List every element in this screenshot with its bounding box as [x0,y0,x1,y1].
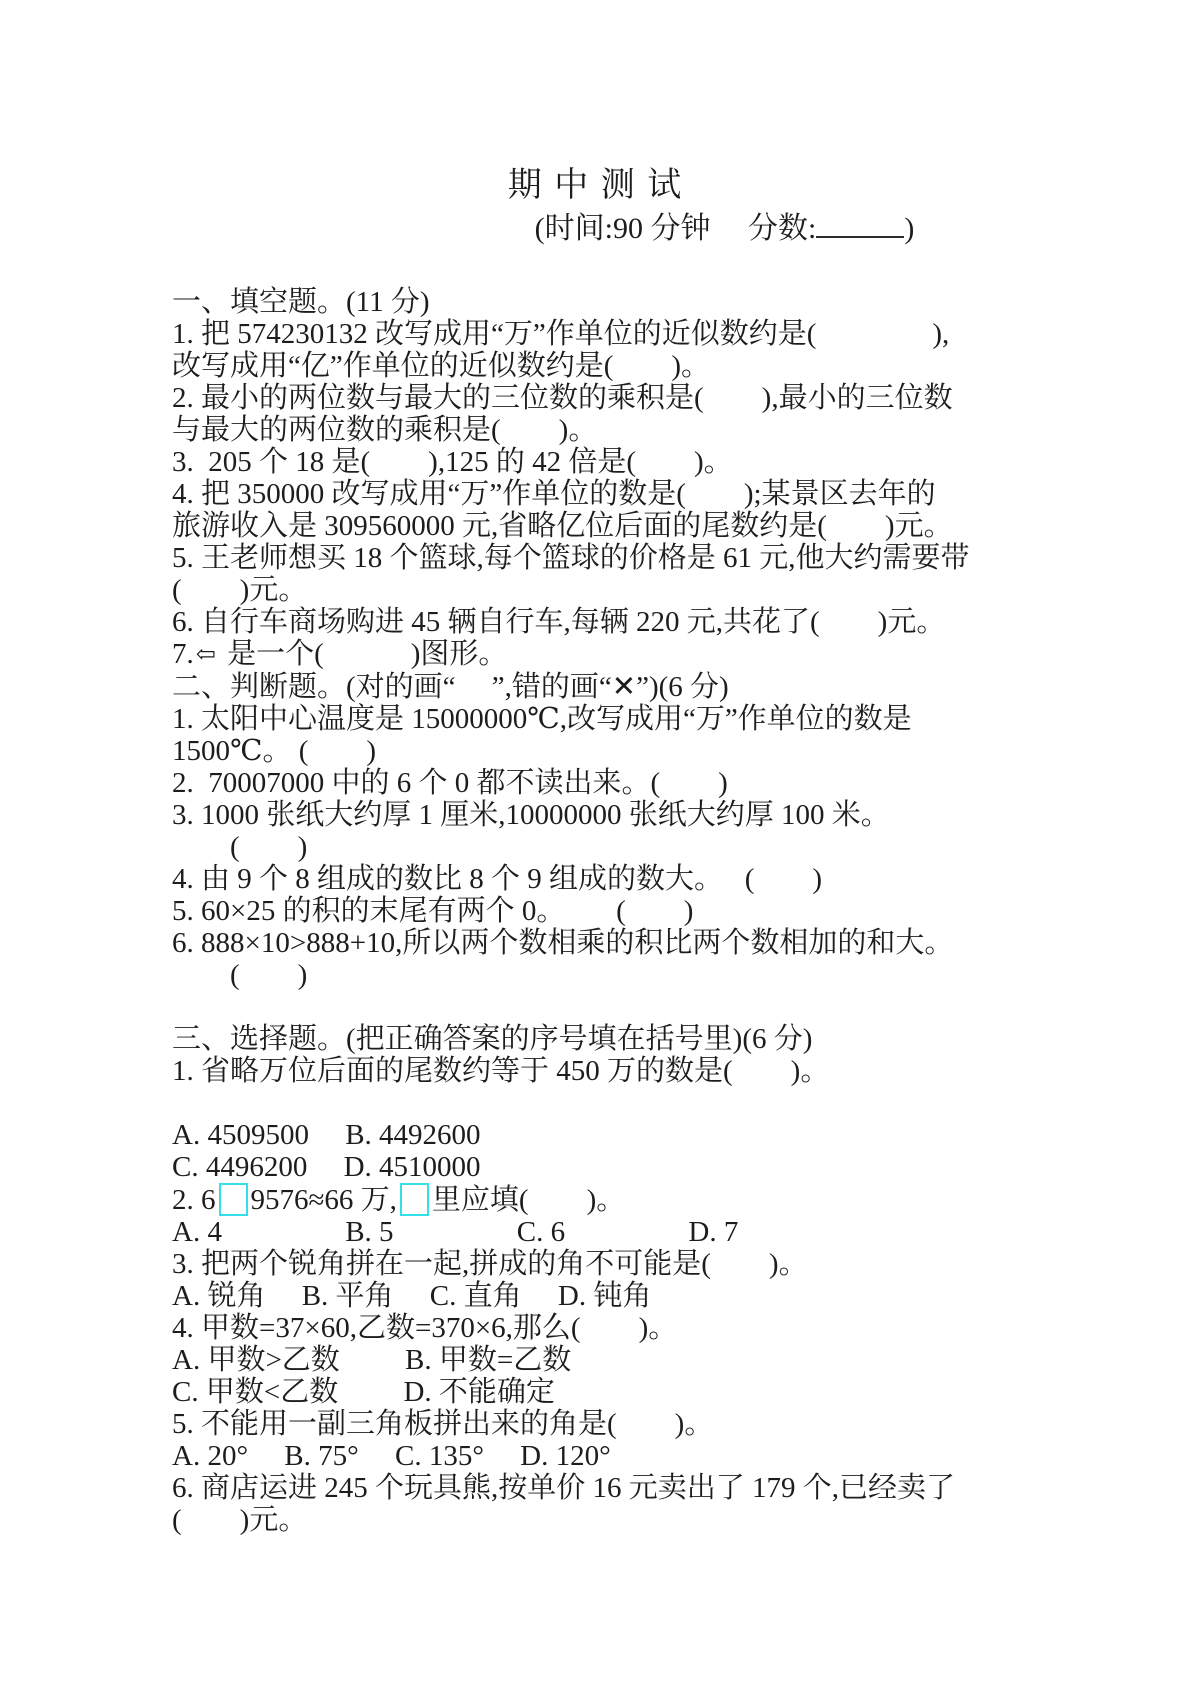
s1-q5-line2: ( )元。 [172,574,308,606]
section2-heading: 二、判断题。(对的画“ ”,错的画“✕”)(6 分) [172,671,729,703]
s3-q1-options-ab: A. 4509500 B. 4492600 [172,1119,481,1151]
s3-q2 [172,1183,1061,1216]
s2-q3-line1: 3. 1000 张纸大约厚 1 厘米,10000000 张纸大约厚 100 米。 [172,799,890,831]
s3-q1: 1. 省略万位后面的尾数约等于 450 万的数是( )。 [172,1055,830,1087]
s1-q7-text: 是一个( )图形。 [219,638,508,670]
exam-meta-line [258,208,1191,250]
s3-q4: 4. 甲数=37×60,乙数=370×6,那么( )。 [172,1312,678,1344]
s3-q2-text-1: 2. 6 [172,1184,216,1216]
s1-q2-line2: 与最大的两位数的乘积是( )。 [172,414,598,446]
s1-q4-line2: 旅游收入是 309560000 元,省略亿位后面的尾数约是( )元。 [172,510,953,542]
left-arrow-icon: ⇦ [195,642,216,668]
s3-q6-line1: 6. 商店运进 245 个玩具熊,按单价 16 元卖出了 179 个,已经卖了 [172,1472,956,1504]
section1-heading: 一、填空题。(11 分) [172,286,430,318]
s1-q7-number: 7. [172,638,194,670]
page-title: 期 中 测 试 [507,167,684,204]
s1-q7 [172,638,1061,671]
s2-q5: 5. 60×25 的积的末尾有两个 0。 ( ) [172,895,694,927]
s3-q6-line2: ( )元。 [172,1504,308,1536]
s1-q1-line2: 改写成用“亿”作单位的近似数约是( )。 [172,350,711,382]
blank-line [172,1087,1061,1119]
s2-q4: 4. 由 9 个 8 组成的数比 8 个 9 组成的数大。 ( ) [172,863,823,895]
s3-q4-options-ab: A. 甲数>乙数 B. 甲数=乙数 [172,1344,572,1376]
exam-meta-close: ) [904,212,915,245]
s3-q4-options-cd: C. 甲数<乙数 D. 不能确定 [172,1376,555,1408]
s1-q6: 6. 自行车商场购进 45 辆自行车,每辆 220 元,共花了( )元。 [172,606,946,638]
s1-q2-line1: 2. 最小的两位数与最大的三位数的乘积是( ),最小的三位数 [172,382,953,414]
exam-body [172,286,1061,1536]
score-blank-underline [816,209,904,238]
s3-q3-options: A. 锐角 B. 平角 C. 直角 D. 钝角 [172,1280,652,1312]
blank-line [172,991,1061,1023]
s3-q2-text-2: 9576≈66 万, [250,1184,397,1216]
exam-meta-text: (时间:90 分钟 分数: [534,212,817,245]
s1-q4-line1: 4. 把 350000 改写成用“万”作单位的数是( );某景区去年的 [172,478,936,510]
s2-q6-line1: 6. 888×10>888+10,所以两个数相乘的积比两个数相加的和大。 [172,927,954,959]
s3-q1-options-cd: C. 4496200 D. 4510000 [172,1151,481,1183]
s2-q3-line2: ( ) [172,831,308,863]
s2-q1-line1: 1. 太阳中心温度是 15000000℃,改写成用“万”作单位的数是 [172,703,912,735]
s2-q6-line2: ( ) [172,959,308,991]
answer-box [400,1183,429,1216]
s3-q3: 3. 把两个锐角拼在一起,拼成的角不可能是( )。 [172,1248,808,1280]
s3-q5: 5. 不能用一副三角板拼出来的角是( )。 [172,1408,714,1440]
s2-q2: 2. 70007000 中的 6 个 0 都不读出来。( ) [172,767,728,799]
s3-q5-options: A. 20° B. 75° C. 135° D. 120° [172,1440,611,1472]
s2-q1-line2: 1500℃。 ( ) [172,735,377,767]
s3-q2-options: A. 4 B. 5 C. 6 D. 7 [172,1216,739,1248]
s1-q3: 3. 205 个 18 是( ),125 的 42 倍是( )。 [172,446,733,478]
s1-q1-line1: 1. 把 574230132 改写成用“万”作单位的近似数约是( ), [172,318,950,350]
s1-q5-line1: 5. 王老师想买 18 个篮球,每个篮球的价格是 61 元,他大约需要带 [172,542,970,574]
section3-heading: 三、选择题。(把正确答案的序号填在括号里)(6 分) [172,1023,813,1055]
s3-q2-text-3: 里应填( )。 [431,1184,626,1216]
answer-box [219,1183,248,1216]
